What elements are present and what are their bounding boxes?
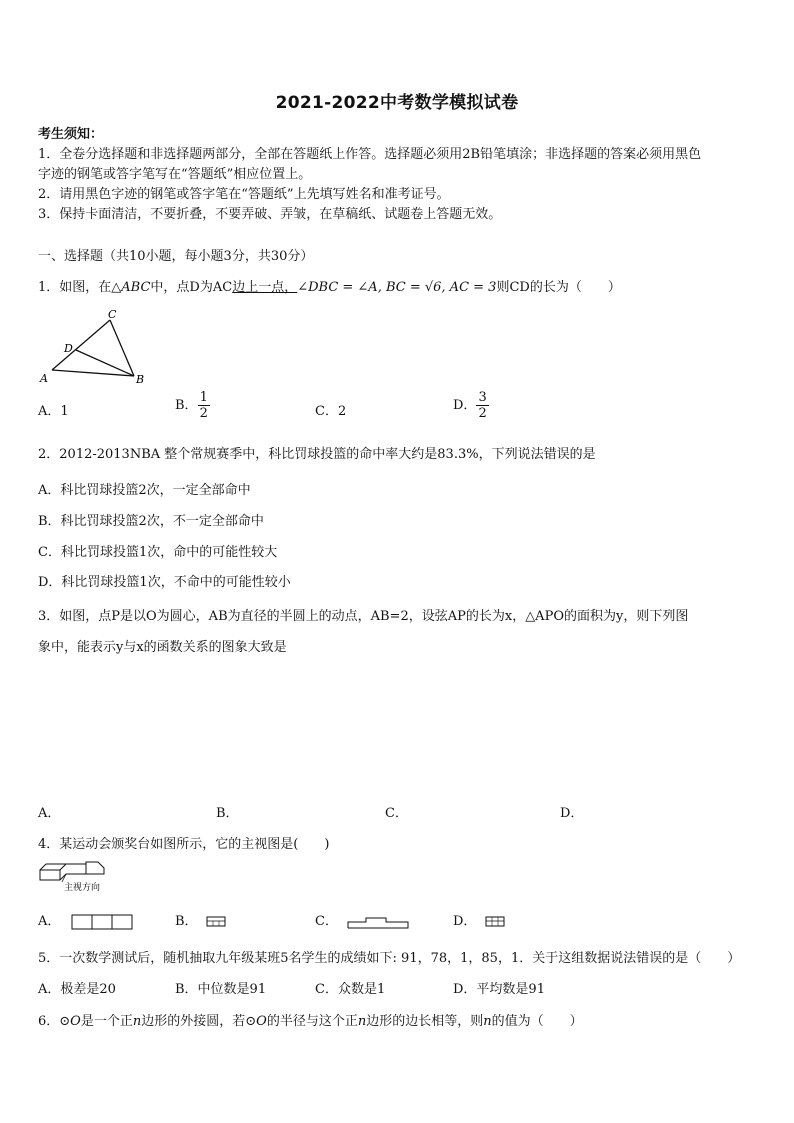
q6-text-4: 边形的边长相等，则: [366, 1014, 484, 1029]
q4-option-a[interactable]: [38, 910, 135, 930]
q6-prefix: 6．: [38, 1014, 60, 1029]
q1-edge: 边上一点，: [232, 280, 298, 295]
q5-option-b[interactable]: B．中位数是91: [175, 982, 267, 997]
q5-option-a[interactable]: A．极差是20: [38, 982, 116, 997]
numerator: 1: [199, 390, 208, 405]
q4-option-b[interactable]: [175, 910, 228, 929]
label-b: B: [136, 373, 145, 386]
numerator: 3: [478, 390, 487, 405]
q4-option-d[interactable]: [453, 910, 507, 929]
q4-option-c-figure: [346, 914, 416, 930]
q3-option-a[interactable]: A．: [38, 806, 61, 821]
q4-option-c-label: C．: [315, 914, 338, 929]
notice-line-3: 3．保持卡面清洁，不要折叠，不要弄破、弄皱，在草稿纸、试题卷上答题无效。: [38, 207, 502, 222]
q4-option-c[interactable]: [315, 910, 416, 930]
q2-option-d[interactable]: D．科比罚球投篮1次，不命中的可能性较小: [38, 575, 291, 590]
denominator: 2: [199, 406, 208, 421]
exam-title: 2021-2022中考数学模拟试卷: [275, 93, 519, 113]
q6-stem: [38, 1010, 583, 1029]
q1-option-b-fraction: [198, 390, 210, 421]
q5-option-d[interactable]: D．平均数是91: [453, 982, 545, 997]
q2-stem: 2．2012-2013NBA 整个常规赛季中，科比罚球投篮的命中率大约是83.3%，下列说法错误的是: [38, 447, 596, 462]
q6-text-1: 是一个正: [80, 1014, 133, 1029]
q4-podium-figure: [38, 858, 118, 894]
label-d: D: [64, 342, 73, 355]
q1-condition: ∠DBC = ∠A, BC = √6, AC = 3: [297, 280, 497, 295]
q2-option-c[interactable]: C．科比罚球投篮1次，命中的可能性较大: [38, 545, 278, 560]
q4-view-direction-label: 主视方向: [64, 883, 101, 893]
label-c: C: [108, 308, 117, 321]
q1-triangle: △ABC: [111, 280, 151, 295]
n-symbol: n: [483, 1014, 492, 1029]
q1-option-d-fraction: [476, 390, 488, 421]
denominator: 2: [478, 406, 487, 421]
q1-option-d-prefix: D．: [453, 398, 477, 413]
q4-option-b-figure: [206, 916, 228, 928]
q4-stem: 4．某运动会颁奖台如图所示，它的主视图是( ): [38, 837, 330, 852]
n-symbol: n: [132, 1014, 142, 1029]
q2-option-a[interactable]: A．科比罚球投篮2次，一定全部命中: [38, 483, 251, 498]
q4-option-d-label: D．: [453, 914, 477, 929]
q1-option-b[interactable]: [175, 390, 210, 421]
q5-stem: 5．一次数学测试后，随机抽取九年级某班5名学生的成绩如下: 91，78，1，85，1．关于这组数据说法错误的是（ ）: [38, 951, 741, 966]
q3-stem-line-1: 3．如图，点P是以O为圆心，AB为直径的半圆上的动点，AB=2，设弦AP的长为x，△APO的面积为y，则下列图: [38, 609, 689, 624]
notice-heading: 考生须知：: [38, 127, 104, 142]
q1-option-d[interactable]: [453, 390, 489, 421]
line-ac: [52, 320, 110, 370]
circle-o-symbol: ⊙O: [245, 1014, 267, 1029]
q3-option-c[interactable]: C．: [385, 806, 408, 821]
notice-line-1a: 1．全卷分选择题和非选择题两部分，全部在答题纸上作答。选择题必须用2B铅笔填涂；非选择题的答案必须用黑色: [38, 147, 702, 162]
q6-text-2: 边形的外接圆，若: [141, 1014, 246, 1029]
circle-o-symbol: ⊙O: [59, 1014, 81, 1029]
q1-option-a[interactable]: A．1: [38, 404, 69, 419]
q1-stem: [38, 276, 621, 295]
q1-option-c[interactable]: C．2: [315, 404, 347, 419]
q1-option-b-prefix: B．: [175, 398, 198, 413]
q4-option-a-figure: [71, 914, 135, 930]
label-a: A: [40, 372, 48, 385]
q4-option-d-figure: [485, 916, 507, 928]
notice-line-2: 2．请用黑色字迹的钢笔或答字笔在“答题纸”上先填写姓名和准考证号。: [38, 187, 450, 202]
q3-option-b[interactable]: B．: [216, 806, 239, 821]
line-cb: [110, 320, 134, 376]
q4-option-b-label: B．: [175, 914, 198, 929]
q1-suffix: 则CD的长为（ ）: [496, 280, 621, 295]
q1-mid: 中，点D为AC: [150, 280, 233, 295]
q1-prefix: 1．如图，在: [38, 280, 112, 295]
q5-option-c[interactable]: C．众数是1: [315, 982, 386, 997]
n-symbol: n: [357, 1014, 367, 1029]
q4-option-a-label: A．: [38, 914, 61, 929]
q1-triangle-figure: [38, 306, 158, 388]
q6-text-5: 的值为（ ）: [491, 1014, 583, 1029]
q2-option-b[interactable]: B．科比罚球投篮2次，不一定全部命中: [38, 514, 264, 529]
notice-line-1b: 字迹的钢笔或答字笔写在“答题纸”相应位置上。: [38, 167, 312, 182]
q3-option-d[interactable]: D．: [560, 806, 584, 821]
q6-text-3: 的半径与这个正: [266, 1014, 358, 1029]
section-heading: 一、选择题（共10小题，每小题3分，共30分）: [38, 249, 314, 264]
q3-stem-line-2: 象中，能表示y与x的函数关系的图象大致是: [38, 640, 287, 655]
